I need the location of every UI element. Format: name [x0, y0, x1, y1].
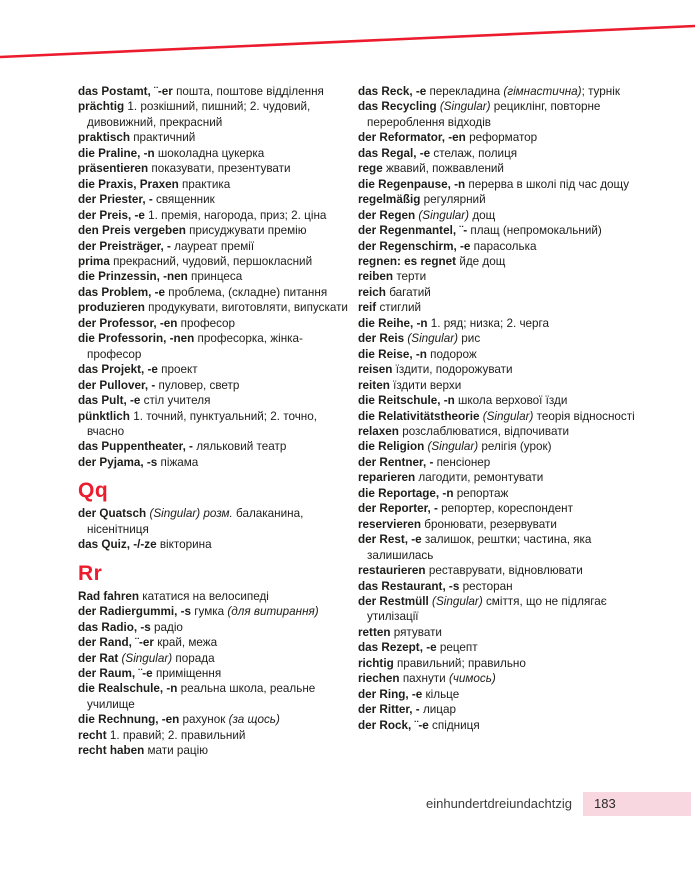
dictionary-entry — [78, 506, 350, 537]
dictionary-entry — [78, 651, 350, 666]
headword: das Regal, -e — [358, 146, 434, 160]
headword: der Rentner, - — [358, 455, 437, 469]
translation-text: вікторина — [159, 538, 212, 552]
translation-text: стелаж, полиця — [433, 146, 518, 160]
headword: der Ring, -e — [358, 687, 426, 701]
dictionary-entry — [78, 604, 350, 619]
translation-text: лауреат премії — [174, 239, 255, 253]
headword: der Restmüll — [358, 594, 433, 608]
translation-text: професорка, жінка-професор — [87, 332, 303, 361]
dictionary-entry — [78, 439, 350, 454]
translation-text: рятувати — [393, 625, 442, 639]
dictionary-entry — [358, 177, 640, 192]
translation-text: пошта, поштове відділення — [176, 85, 324, 98]
headword: präsentieren — [78, 162, 152, 176]
italic-note: (Singular) — [432, 594, 483, 608]
translation-text: шоколадна цукерка — [157, 146, 265, 160]
headword: der Rock, ¨-e — [358, 718, 433, 732]
dictionary-entry — [358, 470, 640, 485]
dictionary-entry — [78, 620, 350, 635]
translation-text: перерва в школі під час дощу — [468, 177, 630, 191]
dictionary-column-left — [78, 84, 350, 759]
italic-note: (Singular) — [439, 100, 491, 114]
headword: der Radiergummi, -s — [78, 605, 195, 619]
translation-text: сміття, що не підлягає утилізації — [367, 594, 607, 624]
translation-text: терти — [396, 270, 427, 284]
headword: relaxen — [358, 424, 403, 438]
dictionary-entry — [78, 177, 350, 192]
headword: der Preis, -e — [78, 208, 149, 222]
translation-text: стіл учителя — [143, 394, 211, 408]
headword: das Rezept, -e — [358, 641, 440, 655]
dictionary-entry — [358, 362, 640, 377]
headword: der Quatsch — [78, 507, 150, 521]
dictionary-entry — [358, 501, 640, 516]
dictionary-entry — [78, 331, 350, 362]
dictionary-entry — [78, 300, 350, 315]
dictionary-entry — [78, 393, 350, 408]
translation-text: репортаж — [456, 486, 509, 500]
italic-note: (Singular) — [121, 651, 173, 665]
dictionary-entry — [78, 146, 350, 161]
headword: Rad fahren — [78, 589, 143, 603]
headword: die Reise, -n — [358, 347, 431, 361]
dictionary-entry — [358, 378, 640, 393]
translation-text: порада — [172, 651, 215, 665]
headword: das Problem, -e — [78, 285, 169, 299]
italic-note: (Singular) — [482, 409, 534, 423]
headword: richtig — [358, 656, 397, 670]
translation-text: теорія відносності — [533, 409, 635, 423]
dictionary-entry — [358, 532, 640, 563]
translation-text: їздити, подорожувати — [395, 363, 513, 377]
translation-text: мати рацію — [147, 744, 208, 758]
translation-text: рахунок — [182, 713, 229, 727]
dictionary-entry — [78, 84, 350, 99]
dictionary-entry — [78, 254, 350, 269]
headword: pünktlich — [78, 409, 134, 423]
italic-note: (за щось) — [228, 713, 280, 727]
headword: die Reportage, -n — [358, 486, 457, 500]
section-header-rr: Rr — [78, 561, 103, 585]
dictionary-entry — [78, 635, 350, 650]
translation-text: парасолька — [473, 239, 537, 253]
headword: regnen: es regnet — [358, 254, 460, 268]
translation-text: дощ — [469, 208, 496, 222]
translation-text: їздити верхи — [393, 378, 462, 392]
dictionary-entry — [78, 409, 350, 440]
headword: die Rechnung, -en — [78, 713, 183, 727]
translation-text: ; турнік — [581, 85, 620, 98]
headword: der Rest, -e — [358, 533, 425, 547]
page-number-badge: 183 — [583, 792, 691, 816]
translation-text: релігія (урок) — [478, 440, 552, 454]
italic-note: (чимось) — [448, 672, 496, 686]
translation-text: залишок, рештки; частина, яка залишилась — [367, 533, 592, 562]
dictionary-entry — [358, 269, 640, 284]
dictionary-entry — [358, 640, 640, 655]
italic-note: (Singular) розм. — [149, 507, 233, 521]
red-diagonal-rule — [0, 0, 695, 70]
translation-text: принцеса — [191, 270, 243, 284]
headword: das Postamt, ¨-er — [78, 85, 177, 98]
translation-text: присуджувати премію — [189, 224, 307, 238]
translation-text: рис — [458, 332, 481, 346]
dictionary-entry — [358, 331, 640, 346]
headword: der Raum, ¨-e — [78, 666, 156, 680]
translation-text: продукувати, виготовляти, випускати — [148, 301, 348, 315]
translation-text: школа верхової їзди — [458, 394, 568, 408]
headword: das Recycling — [358, 100, 440, 114]
dictionary-entry — [358, 563, 640, 578]
dictionary-entry — [358, 254, 640, 269]
translation-text: реставрувати, відновлювати — [428, 564, 583, 578]
dictionary-entry — [358, 223, 640, 238]
headword: der Reporter, - — [358, 502, 442, 516]
translation-text: розслаблюватися, відпочивати — [402, 424, 570, 438]
headword: der Preisträger, - — [78, 239, 175, 253]
translation-text: багатий — [389, 285, 431, 299]
dictionary-entry — [358, 625, 640, 640]
headword: der Regen — [358, 208, 419, 222]
dictionary-entry — [78, 378, 350, 393]
translation-text: проект — [161, 363, 198, 377]
headword: regelmäßig — [358, 193, 424, 207]
translation-text: стиглий — [379, 301, 422, 315]
headword: der Professor, -en — [78, 316, 181, 330]
headword: der Priester, - — [78, 193, 156, 207]
headword: der Regenschirm, -e — [358, 239, 474, 253]
dictionary-column-right — [358, 84, 640, 733]
headword: produzieren — [78, 301, 149, 315]
headword: reif — [358, 301, 380, 315]
italic-note: (для витирання) — [227, 605, 319, 619]
headword: das Projekt, -e — [78, 363, 162, 377]
headword: die Reitschule, -n — [358, 394, 459, 408]
headword: der Reformator, -en — [358, 131, 470, 145]
page-number-word: einhundertdreiundachtzig — [426, 796, 572, 811]
translation-text: бронювати, резервувати — [424, 517, 557, 531]
headword: reparieren — [358, 471, 419, 485]
translation-text: реальна школа, реальне училище — [87, 682, 316, 711]
dictionary-entry — [358, 409, 640, 424]
headword: das Quiz, -/-ze — [78, 538, 160, 552]
dictionary-entry — [358, 192, 640, 207]
dictionary-entry — [358, 347, 640, 362]
translation-text: лицар — [422, 703, 456, 717]
dictionary-entry — [358, 702, 640, 717]
italic-note: (Singular) — [418, 208, 470, 222]
headword: rege — [358, 162, 386, 176]
translation-text: гумка — [194, 605, 228, 619]
headword: retten — [358, 625, 394, 639]
headword: den Preis vergeben — [78, 224, 190, 238]
dictionary-entry — [78, 712, 350, 727]
dictionary-entry — [358, 300, 640, 315]
dictionary-entry — [358, 687, 640, 702]
headword: der Pullover, - — [78, 378, 159, 392]
translation-text: 1. ряд; низка; 2. черга — [430, 316, 550, 330]
translation-text: священник — [155, 193, 215, 207]
dictionary-entry — [78, 362, 350, 377]
headword: der Regenmantel, ¨- — [358, 224, 471, 238]
headword: die Praline, -n — [78, 146, 158, 160]
headword: die Realschule, -n — [78, 682, 181, 696]
headword: reservieren — [358, 517, 425, 531]
dictionary-entry — [358, 656, 640, 671]
translation-text: 1. розкішний, пишний; 2. чудовий, дивовижний, прекрасний — [87, 100, 311, 129]
dictionary-entry — [358, 486, 640, 501]
translation-text: проблема, (складне) питання — [168, 285, 328, 299]
dictionary-entry — [358, 424, 640, 439]
dictionary-entry — [358, 316, 640, 331]
headword: das Radio, -s — [78, 620, 154, 634]
headword: reisen — [358, 363, 396, 377]
translation-text: пахнути — [402, 672, 449, 686]
translation-text: пенсіонер — [436, 455, 491, 469]
headword: das Puppentheater, - — [78, 440, 197, 454]
section-header-qq: Qq — [78, 479, 109, 503]
dictionary-entry — [78, 681, 350, 712]
dictionary-entry — [358, 84, 640, 99]
translation-text: пуловер, светр — [158, 378, 240, 392]
translation-text: рецепт — [439, 641, 478, 655]
headword: reich — [358, 285, 390, 299]
dictionary-entry — [358, 393, 640, 408]
dictionary-entry — [78, 208, 350, 223]
headword: reiben — [358, 270, 397, 284]
dictionary-entry — [78, 99, 350, 130]
headword: restaurieren — [358, 564, 429, 578]
translation-text: правильний; правильно — [396, 656, 526, 670]
headword: die Professorin, -nen — [78, 332, 198, 346]
headword: recht — [78, 728, 110, 742]
translation-text: репортер, кореспондент — [441, 502, 573, 516]
dictionary-entry — [78, 666, 350, 681]
translation-text: радіо — [154, 620, 183, 634]
translation-text: жвавий, пожвавлений — [385, 162, 504, 176]
translation-text: 1. точний, пунктуальний; 2. точно, вчасно — [87, 409, 317, 438]
dictionary-entry — [358, 439, 640, 454]
headword: prima — [78, 254, 114, 268]
dictionary-entry — [358, 579, 640, 594]
headword: reiten — [358, 378, 394, 392]
dictionary-entry — [358, 146, 640, 161]
dictionary-entry — [78, 269, 350, 284]
translation-text: показувати, презентувати — [151, 162, 291, 176]
translation-text: перекладина — [429, 85, 504, 98]
dictionary-entry — [358, 517, 640, 532]
headword: die Prinzessin, -nen — [78, 270, 192, 284]
translation-text: лагодити, ремонтувати — [418, 471, 544, 485]
dictionary-entry — [358, 285, 640, 300]
dictionary-entry — [78, 455, 350, 470]
dictionary-entry — [78, 316, 350, 331]
headword: das Reck, -e — [358, 85, 430, 98]
translation-text: подорож — [430, 347, 477, 361]
dictionary-entry — [78, 285, 350, 300]
headword: prächtig — [78, 100, 128, 114]
headword: der Rand, ¨-er — [78, 636, 158, 650]
headword: das Pult, -e — [78, 394, 144, 408]
dictionary-entry — [358, 718, 640, 733]
dictionary-entry — [358, 130, 640, 145]
dictionary-entry — [78, 223, 350, 238]
dictionary-entry — [78, 130, 350, 145]
translation-text: ляльковий театр — [196, 440, 287, 454]
dictionary-entry — [78, 589, 350, 604]
dictionary-entry — [358, 671, 640, 686]
headword: die Reihe, -n — [358, 316, 431, 330]
translation-text: спідниця — [432, 718, 480, 732]
translation-text: піжама — [160, 455, 199, 469]
translation-text: балаканина, нісенітниця — [87, 507, 304, 536]
dictionary-entry — [358, 99, 640, 130]
translation-text: професор — [180, 316, 236, 330]
translation-text: приміщення — [155, 666, 222, 680]
dictionary-entry — [78, 192, 350, 207]
translation-text: ресторан — [462, 579, 513, 593]
dictionary-entry — [78, 537, 350, 552]
headword: das Restaurant, -s — [358, 579, 463, 593]
translation-text: реформатор — [469, 131, 538, 145]
dictionary-entry — [78, 743, 350, 758]
italic-note: (Singular) — [427, 440, 479, 454]
page-footer — [0, 792, 695, 816]
translation-text: 1. премія, нагорода, приз; 2. ціна — [148, 208, 327, 222]
dictionary-entry — [358, 239, 640, 254]
headword: die Praxis, Praxen — [78, 177, 182, 191]
headword: praktisch — [78, 131, 134, 145]
dictionary-entry — [78, 728, 350, 743]
headword: der Ritter, - — [358, 703, 423, 717]
translation-text: регулярний — [423, 193, 486, 207]
headword: der Rat — [78, 651, 122, 665]
translation-text: плащ (непромокальний) — [470, 224, 602, 238]
headword: die Relativitätstheorie — [358, 409, 483, 423]
headword: die Religion — [358, 440, 428, 454]
headword: riechen — [358, 672, 403, 686]
italic-note: (Singular) — [407, 332, 459, 346]
translation-text: край, межа — [157, 636, 218, 650]
translation-text: практика — [181, 177, 231, 191]
headword: recht haben — [78, 744, 148, 758]
dictionary-entry — [358, 208, 640, 223]
dictionary-entry — [358, 594, 640, 625]
headword: der Pyjama, -s — [78, 455, 161, 469]
headword: der Reis — [358, 332, 408, 346]
translation-text: кільце — [425, 687, 460, 701]
dictionary-entry — [78, 161, 350, 176]
translation-text: прекрасний, чудовий, першокласний — [113, 254, 313, 268]
translation-text: практичний — [133, 131, 196, 145]
translation-text: рециклінг, повторне перероблення відходів — [367, 100, 601, 129]
dictionary-entry — [78, 239, 350, 254]
dictionary-entry — [358, 455, 640, 470]
dictionary-entry — [358, 161, 640, 176]
translation-text: 1. правий; 2. правильний — [109, 728, 246, 742]
translation-text: йде дощ — [459, 254, 506, 268]
translation-text: кататися на велосипеді — [142, 589, 269, 603]
italic-note: (гімнастична) — [503, 85, 582, 98]
headword: die Regenpause, -n — [358, 177, 469, 191]
